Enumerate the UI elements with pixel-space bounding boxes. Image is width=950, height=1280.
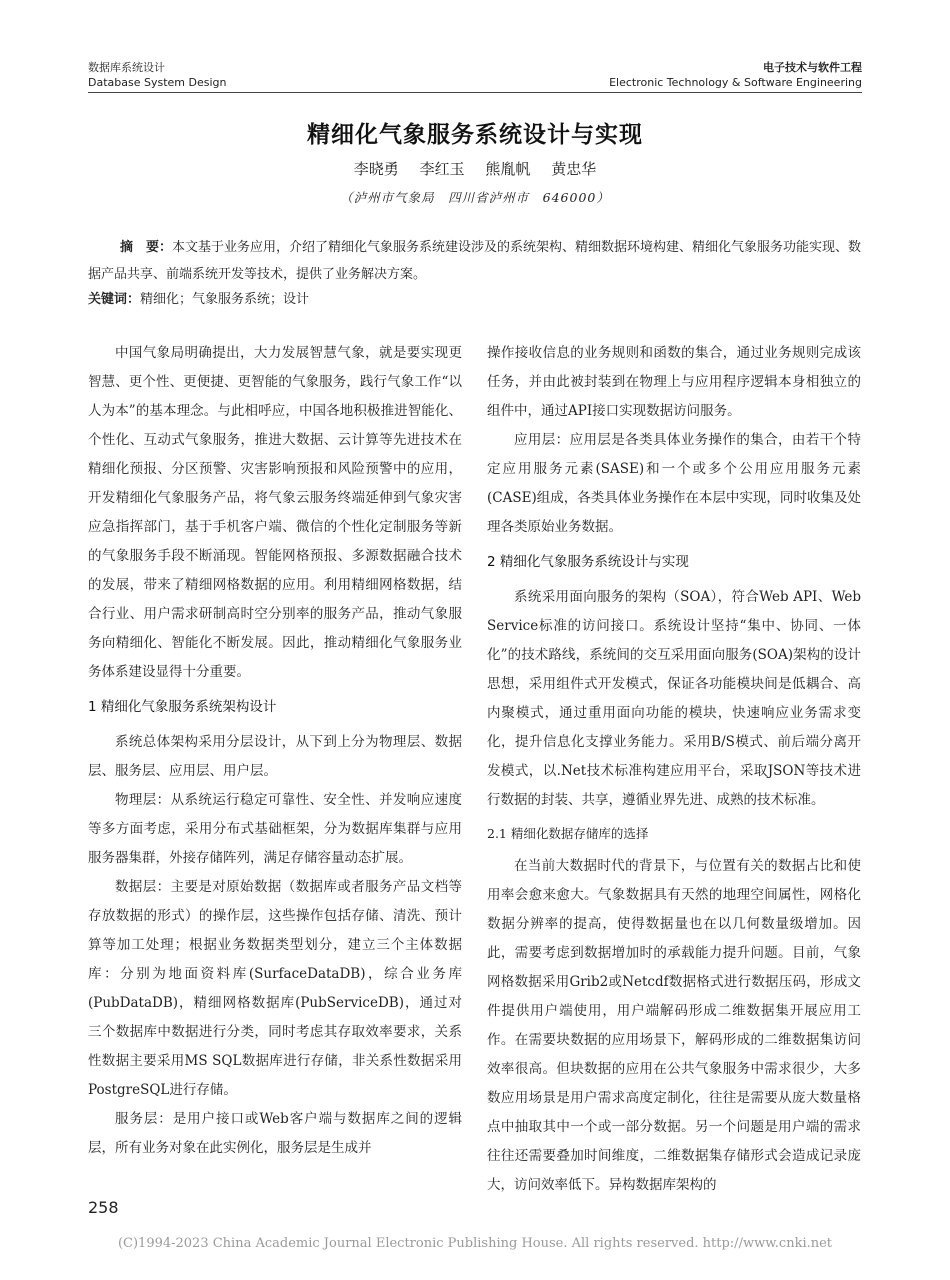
- page-number: 258: [88, 1198, 119, 1217]
- body-paragraph: 服务层：是用户接口或Web客户端与数据库之间的逻辑层，所有业务对象在此实例化，服务层是生成并: [88, 1111, 462, 1156]
- section-1-heading: 1 精细化气象服务系统架构设计: [88, 699, 277, 715]
- author: 熊胤帆: [485, 160, 531, 178]
- journal-section-en: Database System Design: [88, 76, 227, 89]
- section-2-1-heading: 2.1 精细化数据存储库的选择: [487, 826, 649, 841]
- running-header-right: [609, 60, 862, 90]
- journal-name-en: Electronic Technology & Software Engineering: [609, 76, 862, 89]
- body-paragraph: 系统采用面向服务的架构（SOA），符合Web API、Web Service标准的访问接口。系统设计坚持“集中、协同、一体化”的技术路线，系统间的交互采用面向服务(SOA)架构的设计思想，采用组件式开发模式，保证各功能模块间是低耦合、高内聚模式，通过重用面向功能的模块，快速响应业务需求变化，提升信息化支撑业务能力。采用B/S模式、前后端分离开发模式，以.Net技术标准构建应用平台，采取JSON等技术进行数据的封装、共享，遵循业界先进、成熟的技术标准。: [487, 589, 861, 808]
- body-paragraph: 数据层：主要是对原始数据（数据库或者服务产品文档等存放数据的形式）的操作层，这些操作包括存储、清洗、预计算等加工处理；根据业务数据类型划分，建立三个主体数据库：分别为地面资料库(SurfaceDataDB)，综合业务库(PubDataDB)，精细网格数据库(PubServiceDB)，通过对三个数据库中数据进行分类，同时考虑其存取效率要求，关系性数据主要采用MS SQL数据库进行存储，非关系性数据采用PostgreSQL进行存储。: [88, 879, 462, 1098]
- keywords-label: 关键词：: [88, 292, 141, 307]
- abstract-label: 摘 要：: [120, 240, 173, 255]
- copyright-footer: (C)1994-2023 China Academic Journal Electronic Publishing House. All rights reserved. http://www.cnki.net: [117, 1236, 833, 1251]
- author: 李红玉: [419, 160, 465, 178]
- body-paragraph-continued: 操作接收信息的业务规则和函数的集合，通过业务规则完成该任务，并由此被封装到在物理上与应用程序逻辑本身相独立的组件中，通过API接口实现数据访问服务。: [487, 345, 861, 419]
- body-paragraph: 在当前大数据时代的背景下，与位置有关的数据占比和使用率会愈来愈大。气象数据具有天然的地理空间属性，网格化数据分辨率的提高，使得数据量也在以几何数量级增加。因此，需要考虑到数据增加时的承载能力提升问题。目前，气象网格数据采用Grib2或Netcdf数据格式进行数据压码，形成文件提供用户端使用，用户端解码形成二维数据集开展应用工作。在需要块数据的应用场景下，解码形成的二维数据集访问效率很高。但块数据的应用在公共气象服务中需求很少，大多数应用场景是用户需求高度定制化，往往是需要从庞大数量格点中抽取其中一个或一部分数据。另一个问题是用户端的需求往往还需要叠加时间维度，二维数据集存储形式会造成记录庞大，访问效率低下。异构数据库架构的: [487, 858, 861, 1193]
- body-paragraph: 物理层：从系统运行稳定可靠性、安全性、并发响应速度等多方面考虑，采用分布式基础框架，分为数据库集群与应用服务器集群，外接存储阵列，满足存储容量动态扩展。: [88, 792, 462, 866]
- journal-section-cn: 数据库系统设计: [88, 61, 165, 74]
- author: 黄忠华: [551, 160, 597, 178]
- author: 李晓勇: [353, 160, 399, 178]
- keywords-text: 精细化；气象服务系统；设计: [140, 292, 310, 307]
- paper-title: 精细化气象服务系统设计与实现: [307, 122, 643, 148]
- section-2-heading: 2 精细化气象服务系统设计与实现: [487, 554, 689, 570]
- left-column: [88, 339, 462, 1163]
- body-paragraph: 系统总体架构采用分层设计，从下到上分为物理层、数据层、服务层、应用层、用户层。: [88, 734, 462, 779]
- abstract-text: 本文基于业务应用，介绍了精细化气象服务系统建设涉及的系统架构、精细数据环境构建、精细化气象服务功能实现、数据产品共享、前端系统开发等技术，提供了业务解决方案。: [88, 240, 862, 282]
- right-column: [487, 339, 861, 1200]
- affiliation: （泸州市气象局 四川省泸州市 646000）: [340, 190, 610, 205]
- journal-name-cn: 电子技术与软件工程: [763, 61, 862, 74]
- author-list: [0, 158, 950, 179]
- keywords: [88, 289, 862, 311]
- body-paragraph: 应用层：应用层是各类具体业务操作的集合，由若干个特定应用服务元素(SASE)和一个或多个公用应用服务元素(CASE)组成，各类具体业务操作在本层中实现，同时收集及处理各类原始业务数据。: [487, 432, 861, 535]
- abstract: [88, 234, 862, 288]
- header-rule: [88, 92, 862, 93]
- intro-paragraph: 中国气象局明确提出，大力发展智慧气象，就是要实现更智慧、更个性、更便捷、更智能的气象服务，践行气象工作“以人为本”的基本理念。与此相呼应，中国各地积极推进智能化、个性化、互动式气象服务，推进大数据、云计算等先进技术在精细化预报、分区预警、灾害影响预报和风险预警中的应用，开发精细化气象服务产品，将气象云服务终端延伸到气象灾害应急指挥部门，基于手机客户端、微信的个性化定制服务等新的气象服务手段不断涌现。智能网格预报、多源数据融合技术的发展，带来了精细网格数据的应用。利用精细网格数据，结合行业、用户需求研制高时空分别率的服务产品，推动气象服务向精细化、智能化不断发展。因此，推动精细化气象服务业务体系建设显得十分重要。: [88, 345, 462, 680]
- running-header-left: [88, 60, 226, 90]
